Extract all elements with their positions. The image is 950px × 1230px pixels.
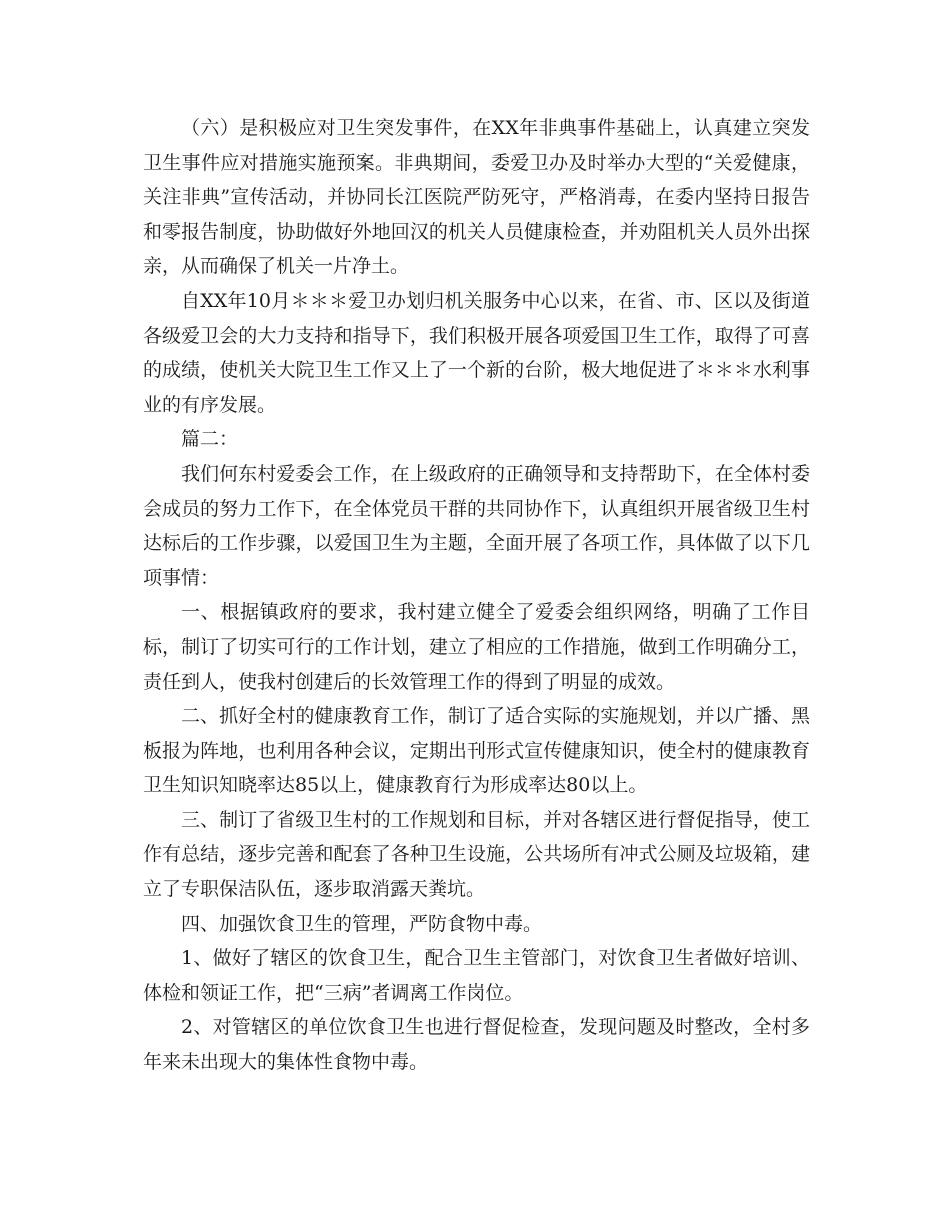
paragraph-item-one: 一、根据镇政府的要求，我村建立健全了爱委会组织网络，明确了工作目标，制订了切实可行的工作计划，建立了相应的工作措施，做到工作明确分工，责任到人，使我村创建后的长效管理工作的得到了明显的成效。 bbox=[143, 601, 810, 693]
paragraph-subitem-two: 2、对管辖区的单位饮食卫生也进行督促检查，发现问题及时整改，全村多年来未出现大的集体性食物中毒。 bbox=[143, 1016, 810, 1074]
paragraph-subitem-one: 1、做好了辖区的饮食卫生，配合卫生主管部门，对饮食卫生者做好培训、体检和领证工作，把“三病”者调离工作岗位。 bbox=[143, 947, 810, 1004]
document-body bbox=[143, 111, 810, 1080]
paragraph-item-three: 三、制订了省级卫生村的工作规划和目标，并对各辖区进行督促指导，使工作有总结，逐步完善和配套了各种卫生设施，公共场所有冲式公厕及垃圾箱，建立了专职保洁队伍，逐步取消露天粪坑。 bbox=[143, 808, 810, 901]
paragraph-item-two: 二、抓好全村的健康教育工作，制订了适合实际的实施规划，并以广播、黑板报为阵地，也利用各种会议，定期出刊形式宣传健康知识，使全村的健康教育卫生知识知晓率达85以上，健康教育行为形成率达80以上。 bbox=[143, 705, 810, 797]
section-heading-part-two: 篇二： bbox=[181, 428, 239, 451]
paragraph-service-center: 自XX年10月＊＊＊爱卫办划归机关服务中心以来，在省、市、区以及街道各级爱卫会的大力支持和指导下，我们积极开展各项爱国卫生工作，取得了可喜的成绩，使机关大院卫生工作又上了一个新的台阶，极大地促进了＊＊＊水利事业的有序发展。 bbox=[143, 289, 810, 416]
paragraph-item-four: 四、加强饮食卫生的管理，严防食物中毒。 bbox=[181, 912, 543, 935]
paragraph-emergency-response: （六）是积极应对卫生突发事件，在XX年非典事件基础上，认真建立突发卫生事件应对措施实施预案。非典期间，委爱卫办及时举办大型的“关爱健康，关注非典”宣传活动，并协同长江医院严防死守，严格消毒，在委内坚持日报告和零报告制度，协助做好外地回汉的机关人员健康检查，并劝阻机关人员外出探亲，从而确保了机关一片净土。 bbox=[143, 117, 810, 278]
paragraph-village-intro: 我们何东村爱委会工作，在上级政府的正确领导和支持帮助下，在全体村委会成员的努力工作下，在全体党员干群的共同协作下，认真组织开展省级卫生村达标后的工作步骤，以爱国卫生为主题，全面开展了各项工作，具体做了以下几项事情： bbox=[143, 462, 810, 589]
